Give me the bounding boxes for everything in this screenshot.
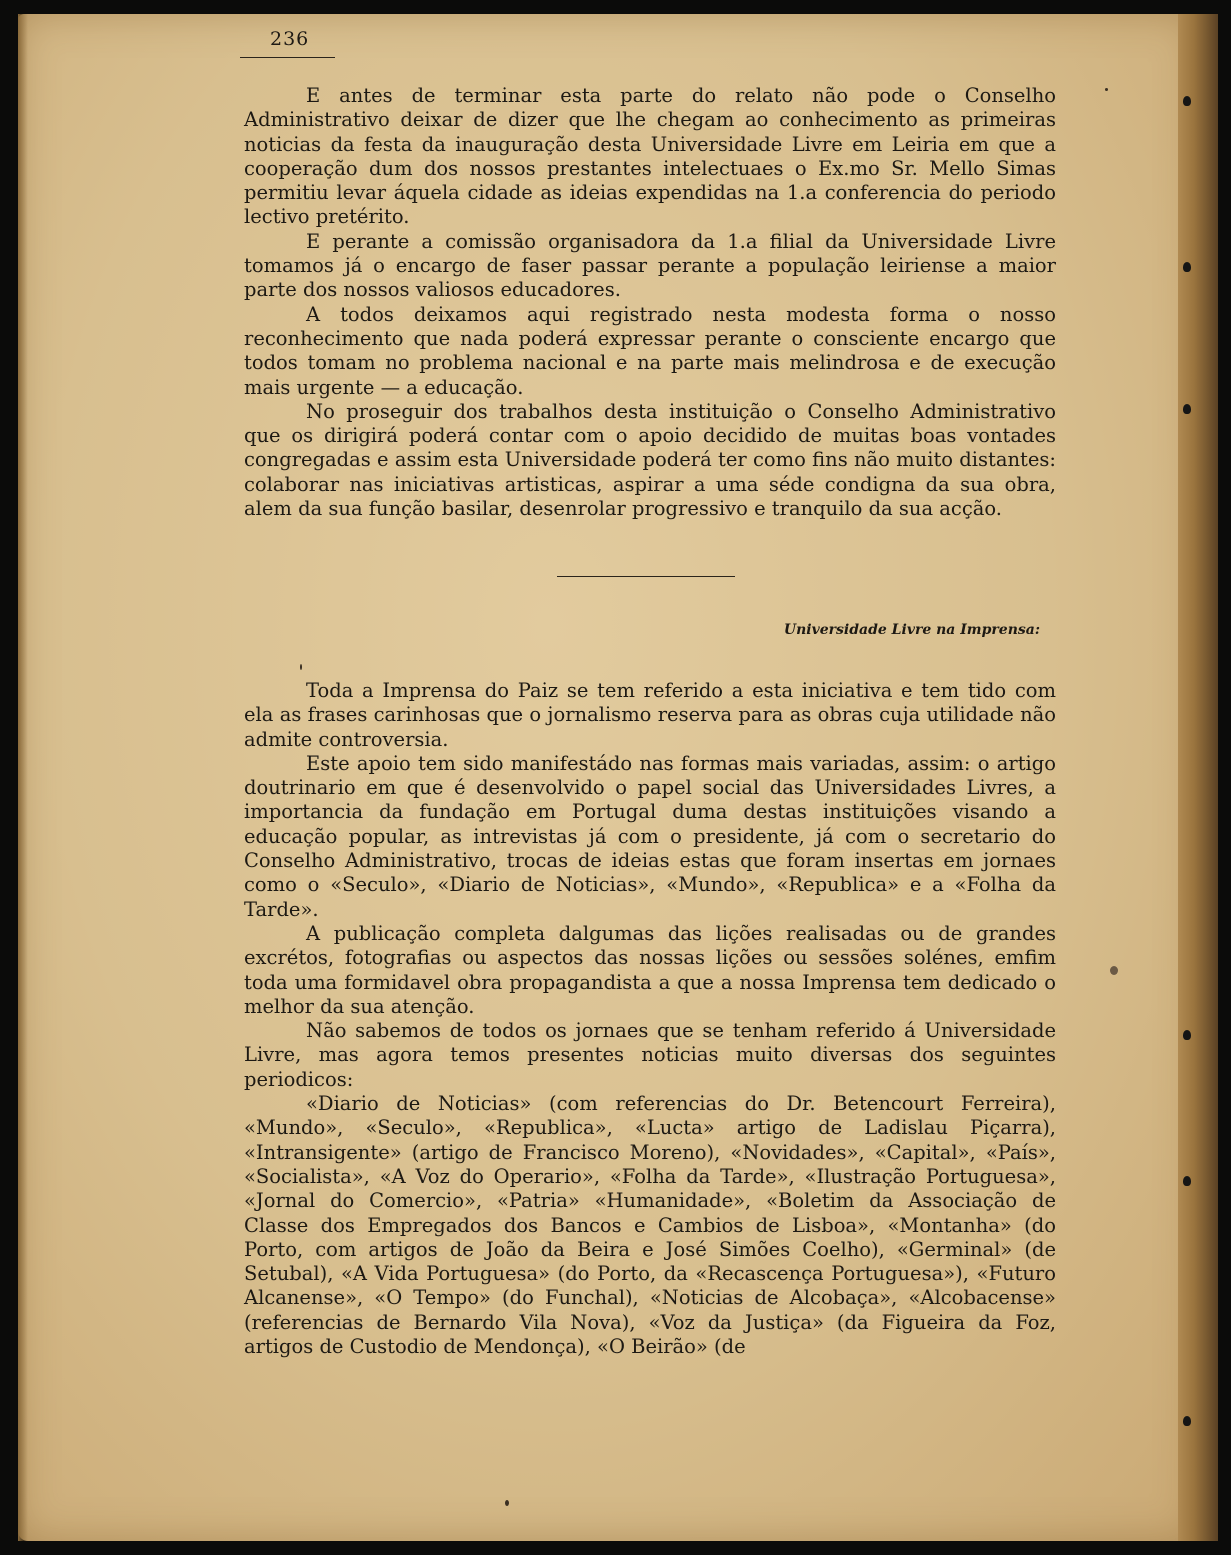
section-2-text — [244, 679, 1056, 1359]
binding-hole — [1183, 1176, 1191, 1186]
page-number-rule — [240, 57, 335, 58]
paper-speck — [1110, 966, 1118, 975]
binding-hole — [1183, 404, 1191, 414]
paper-speck — [300, 664, 302, 670]
paragraph: Toda a Imprensa do Paiz se tem referido a esta iniciativa e tem tido com ela as frases carinhosas que o jornalismo reserva para as obras cuja utilidade não admite controversia. — [244, 679, 1056, 751]
paragraph: E antes de terminar esta parte do relato não pode o Conselho Administrativo deixar de dizer que lhe chegam ao conhecimento as primeiras noticias da festa da inauguração desta Universidade Livre em Leiria em que a cooperação dum dos nossos prestantes intelectuaes o Ex.mo Sr. Mello Simas permitiu levar áquela cidade as ideias expendidas na 1.a conferencia do periodo lectivo pretérito. — [244, 84, 1056, 229]
section-heading: Universidade Livre na Imprensa: — [783, 622, 1040, 638]
paragraph: Não sabemos de todos os jornaes que se tenham referido á Universidade Livre, mas agora temos presentes noticias muito diversas dos seguintes periodicos: — [244, 1019, 1056, 1091]
section-separator — [557, 576, 735, 577]
binding-hole — [1183, 262, 1191, 272]
binding-hole — [1183, 96, 1191, 106]
book-spine — [1178, 14, 1218, 1541]
paragraph: Este apoio tem sido manifestádo nas formas mais variadas, assim: o artigo doutrinario em que é desenvolvido o papel social das Universidades Livres, a importancia da fundação em Portugal duma destas instituições visando a educação popular, as intrevistas já com o presidente, já com o secretario do Conselho Administrativo, trocas de ideias estas que foram insertas em jornaes como o «Seculo», «Diario de Noticias», «Mundo», «Republica» e a «Folha da Tarde». — [244, 751, 1056, 921]
binding-hole — [1183, 1416, 1191, 1426]
paper-speck — [1105, 88, 1108, 91]
paragraph: A todos deixamos aqui registrado nesta modesta forma o nosso reconhecimento que nada poderá expressar perante o consciente encargo que todos tomam no problema nacional e na parte mais melindrosa e de execução mais urgente — a educação. — [244, 302, 1056, 399]
paper-speck — [505, 1500, 509, 1506]
page-number: 236 — [270, 28, 310, 50]
binding-hole — [1183, 1030, 1191, 1040]
paragraph: E perante a comissão organisadora da 1.a filial da Universidade Livre tomamos já o encargo de faser passar perante a população leiriense a maior parte dos nossos valiosos educadores. — [244, 229, 1056, 302]
paragraph: No proseguir dos trabalhos desta instituição o Conselho Administrativo que os dirigirá poderá contar com o apoio decidido de muitas boas vontades congregadas e assim esta Universidade poderá ter como fins não muito distantes: colaborar nas iniciativas artisticas, aspirar a uma séde condigna da sua obra, alem da sua função basilar, desenrolar progressivo e tranquilo da sua acção. — [244, 399, 1056, 521]
paragraph: «Diario de Noticias» (com referencias do Dr. Betencourt Ferreira), «Mundo», «Seculo», «Republica», «Lucta» artigo de Ladislau Piçarra), «Intransigente» (artigo de Francisco Moreno), «Novidades», «Capital», «País», «Socialista», «A Voz do Operario», «Folha da Tarde», «Ilustração Portuguesa», «Jornal do Comercio», «Patria» «Humanidade», «Boletim da Associação de Classe dos Empregados dos Bancos e Cambios de Lisboa», «Montanha» (do Porto, com artigos de João da Beira e José Simões Coelho), «Germinal» (de Setubal), «A Vida Portuguesa» (do Porto, da «Recascença Portuguesa»), «Futuro Alcanense», «O Tempo» (do Funchal), «Noticias de Alcobaça», «Alcobacense» (referencias de Bernardo Vila Nova), «Voz da Justiça» (da Figueira da Foz, artigos de Custodio de Mendonça), «O Beirão» (de — [244, 1092, 1056, 1359]
page-left-edge — [18, 14, 28, 1541]
section-1-text — [244, 84, 1056, 521]
paragraph: A publicação completa dalgumas das lições realisadas ou de grandes excrétos, fotografias ou aspectos das nossas lições ou sessões solénes, emfim toda uma formidavel obra propagandista a que a nossa Imprensa tem dedicado o melhor da sua atenção. — [244, 921, 1056, 1018]
